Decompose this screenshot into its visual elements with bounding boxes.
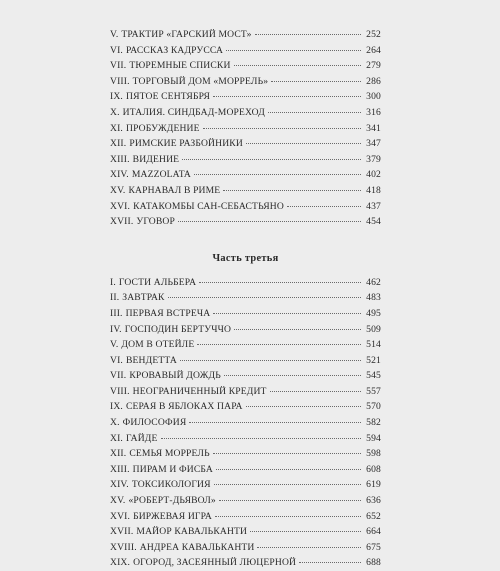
chapter-title: ФИЛОСОФИЯ bbox=[122, 417, 187, 429]
chapter-title: АНДРЕА КАВАЛЬКАНТИ bbox=[139, 541, 255, 553]
chapter-number: XVII. bbox=[110, 216, 134, 228]
dot-leader bbox=[271, 81, 361, 82]
chapter-number: XIII. bbox=[110, 463, 130, 475]
table-of-contents-page bbox=[110, 27, 381, 571]
chapter-title: ПИРАМ И ФИСБА bbox=[132, 463, 213, 475]
dot-leader bbox=[180, 360, 361, 361]
toc-entry bbox=[110, 152, 381, 168]
page-number: 594 bbox=[366, 432, 381, 444]
chapter-title: СЕРАЯ В ЯБЛОКАХ ПАРА bbox=[125, 401, 243, 413]
toc-entry bbox=[110, 446, 381, 462]
toc-entry bbox=[110, 322, 381, 338]
page-number: 300 bbox=[366, 91, 381, 103]
dot-leader bbox=[255, 34, 361, 35]
toc-list-part-three bbox=[110, 275, 381, 571]
toc-entry bbox=[110, 555, 381, 571]
dot-leader bbox=[203, 128, 361, 129]
toc-entry bbox=[110, 337, 381, 353]
dot-leader bbox=[226, 50, 361, 51]
toc-entry bbox=[110, 199, 381, 215]
page-number: 545 bbox=[366, 370, 381, 382]
chapter-title: ГОСПОДИН БЕРТУЧЧО bbox=[124, 323, 232, 335]
page-number: 521 bbox=[366, 354, 381, 366]
chapter-title: ТРАКТИР «ГАРСКИЙ МОСТ» bbox=[121, 29, 252, 40]
dot-leader bbox=[189, 422, 361, 423]
chapter-number: VI. bbox=[110, 44, 123, 56]
chapter-title: КАРНАВАЛ В РИМЕ bbox=[128, 184, 221, 196]
chapter-number: IV. bbox=[110, 323, 122, 335]
toc-entry bbox=[110, 399, 381, 415]
toc-entry bbox=[110, 509, 381, 525]
chapter-number: XVIII. bbox=[110, 541, 137, 553]
page-number: 570 bbox=[366, 401, 381, 413]
chapter-number: X. bbox=[110, 417, 120, 429]
toc-entry bbox=[110, 275, 381, 291]
chapter-number: I. bbox=[110, 276, 116, 288]
toc-entry bbox=[110, 183, 381, 199]
dot-leader bbox=[194, 174, 361, 175]
chapter-number: VI. bbox=[110, 354, 123, 366]
page-number: 582 bbox=[366, 417, 381, 429]
page-number: 379 bbox=[366, 153, 381, 165]
chapter-number: II. bbox=[110, 292, 120, 304]
chapter-number: VIII. bbox=[110, 385, 130, 397]
chapter-title: ПЯТОЕ СЕНТЯБРЯ bbox=[125, 91, 211, 103]
toc-entry bbox=[110, 493, 381, 509]
dot-leader bbox=[213, 313, 361, 314]
chapter-number: XIV. bbox=[110, 479, 129, 491]
dot-leader bbox=[168, 297, 361, 298]
dot-leader bbox=[257, 547, 361, 548]
chapter-title: ВЕНДЕТТА bbox=[125, 354, 177, 366]
dot-leader bbox=[234, 65, 361, 66]
chapter-number: IX. bbox=[110, 401, 123, 413]
page-number: 341 bbox=[366, 122, 381, 134]
chapter-number: XV. bbox=[110, 495, 126, 507]
toc-entry bbox=[110, 477, 381, 493]
toc-entry bbox=[110, 58, 381, 74]
dot-leader bbox=[219, 500, 361, 501]
dot-leader bbox=[213, 96, 361, 97]
chapter-title: НЕОГРАНИЧЕННЫЙ КРЕДИТ bbox=[132, 385, 267, 397]
page-number: 495 bbox=[366, 307, 381, 319]
chapter-title: ПЕРВАЯ ВСТРЕЧА bbox=[125, 307, 211, 319]
page-number: 483 bbox=[366, 292, 381, 304]
chapter-title: РИМСКИЕ РАЗБОЙНИКИ bbox=[129, 138, 243, 150]
page-number: 688 bbox=[366, 557, 381, 569]
toc-entry bbox=[110, 167, 381, 183]
page-number: 509 bbox=[366, 323, 381, 335]
page-number: 514 bbox=[366, 339, 381, 351]
page-number: 557 bbox=[366, 385, 381, 397]
toc-entry bbox=[110, 353, 381, 369]
page-number: 608 bbox=[366, 463, 381, 475]
chapter-title: БИРЖЕВАЯ ИГРА bbox=[133, 510, 212, 522]
chapter-number: X. bbox=[110, 106, 120, 118]
page-number: 264 bbox=[366, 44, 381, 56]
page-number: 454 bbox=[366, 216, 381, 228]
dot-leader bbox=[213, 453, 361, 454]
chapter-number: XII. bbox=[110, 448, 127, 460]
page-number: 619 bbox=[366, 479, 381, 491]
chapter-number: VII. bbox=[110, 60, 127, 72]
toc-entry bbox=[110, 136, 381, 152]
toc-entry bbox=[110, 384, 381, 400]
chapter-title: ПРОБУЖДЕНИЕ bbox=[125, 122, 200, 134]
chapter-title: МАЙОР КАВАЛЬКАНТИ bbox=[136, 526, 248, 538]
toc-entry bbox=[110, 74, 381, 90]
chapter-number: XV. bbox=[110, 184, 126, 196]
chapter-title: ГАЙДЕ bbox=[125, 432, 158, 444]
chapter-title: ТОРГОВЫЙ ДОМ «МОРРЕЛЬ» bbox=[132, 75, 269, 87]
chapter-number: XII. bbox=[110, 138, 127, 150]
page-number: 316 bbox=[366, 106, 381, 118]
toc-entry bbox=[110, 540, 381, 556]
toc-entry bbox=[110, 121, 381, 137]
chapter-title: ЗАВТРАК bbox=[122, 292, 165, 304]
dot-leader bbox=[268, 112, 361, 113]
toc-entry bbox=[110, 524, 381, 540]
chapter-title: ДОМ В ОТЕЙЛЕ bbox=[121, 339, 195, 351]
page-number: 252 bbox=[366, 29, 381, 40]
page-number: 598 bbox=[366, 448, 381, 460]
dot-leader bbox=[215, 516, 361, 517]
toc-entry bbox=[110, 431, 381, 447]
page-number: 402 bbox=[366, 169, 381, 181]
toc-entry bbox=[110, 27, 381, 43]
chapter-title: КАТАКОМБЫ САН-СЕБАСТЬЯНО bbox=[133, 200, 284, 212]
dot-leader bbox=[161, 438, 362, 439]
chapter-title: «РОБЕРТ-ДЬЯВОЛ» bbox=[128, 495, 216, 507]
chapter-title: КРОВАВЫЙ ДОЖДЬ bbox=[129, 370, 221, 382]
dot-leader bbox=[178, 221, 361, 222]
chapter-title: ИТАЛИЯ. СИНДБАД-МОРЕХОД bbox=[122, 106, 265, 118]
page-number: 279 bbox=[366, 60, 381, 72]
page-number: 418 bbox=[366, 184, 381, 196]
chapter-title: ОГОРОД, ЗАСЕЯННЫЙ ЛЮЦЕРНОЙ bbox=[133, 557, 297, 569]
toc-entry bbox=[110, 368, 381, 384]
page-number: 437 bbox=[366, 200, 381, 212]
toc-list-part-two bbox=[110, 27, 381, 230]
toc-entry bbox=[110, 290, 381, 306]
dot-leader bbox=[287, 206, 361, 207]
chapter-number: III. bbox=[110, 307, 123, 319]
chapter-number: XIX. bbox=[110, 557, 131, 569]
dot-leader bbox=[216, 469, 361, 470]
page-number: 652 bbox=[366, 510, 381, 522]
chapter-title: УГОВОР bbox=[136, 216, 175, 228]
chapter-number: XVII. bbox=[110, 526, 134, 538]
chapter-title: ТОКСИКОЛОГИЯ bbox=[131, 479, 211, 491]
chapter-number: V. bbox=[110, 339, 119, 351]
chapter-number: XI. bbox=[110, 122, 123, 134]
chapter-number: IX. bbox=[110, 91, 123, 103]
dot-leader bbox=[299, 562, 361, 563]
toc-entry bbox=[110, 214, 381, 230]
dot-leader bbox=[224, 375, 361, 376]
dot-leader bbox=[214, 484, 361, 485]
toc-entry bbox=[110, 89, 381, 105]
chapter-title: ТЮРЕМНЫЕ СПИСКИ bbox=[129, 60, 231, 72]
dot-leader bbox=[197, 344, 361, 345]
page-number: 675 bbox=[366, 541, 381, 553]
chapter-number: XI. bbox=[110, 432, 123, 444]
toc-entry bbox=[110, 415, 381, 431]
toc-entry bbox=[110, 462, 381, 478]
dot-leader bbox=[199, 282, 361, 283]
chapter-title: РАССКАЗ КАДРУССА bbox=[125, 44, 224, 56]
dot-leader bbox=[270, 391, 361, 392]
dot-leader bbox=[234, 329, 361, 330]
chapter-title: ГОСТИ АЛЬБЕРА bbox=[118, 276, 197, 288]
page-number: 286 bbox=[366, 75, 381, 87]
chapter-title: ВИДЕНИЕ bbox=[132, 153, 180, 165]
chapter-title: СЕМЬЯ МОРРЕЛЬ bbox=[129, 448, 210, 460]
page-number: 347 bbox=[366, 138, 381, 150]
toc-entry bbox=[110, 306, 381, 322]
dot-leader bbox=[246, 143, 361, 144]
dot-leader bbox=[223, 190, 361, 191]
chapter-number: VII. bbox=[110, 370, 127, 382]
toc-entry bbox=[110, 105, 381, 121]
page-number: 636 bbox=[366, 495, 381, 507]
chapter-title: MAZZOLATA bbox=[131, 169, 192, 181]
dot-leader bbox=[246, 406, 361, 407]
part-three-heading: Часть третья bbox=[212, 252, 279, 264]
chapter-number: XVI. bbox=[110, 200, 131, 212]
dot-leader bbox=[182, 159, 361, 160]
chapter-number: XIV. bbox=[110, 169, 129, 181]
toc-entry bbox=[110, 43, 381, 59]
chapter-number: V. bbox=[110, 29, 119, 40]
page-number: 664 bbox=[366, 526, 381, 538]
chapter-number: VIII. bbox=[110, 75, 130, 87]
chapter-number: XIII. bbox=[110, 153, 130, 165]
chapter-number: XVI. bbox=[110, 510, 131, 522]
page-number: 462 bbox=[366, 276, 381, 288]
